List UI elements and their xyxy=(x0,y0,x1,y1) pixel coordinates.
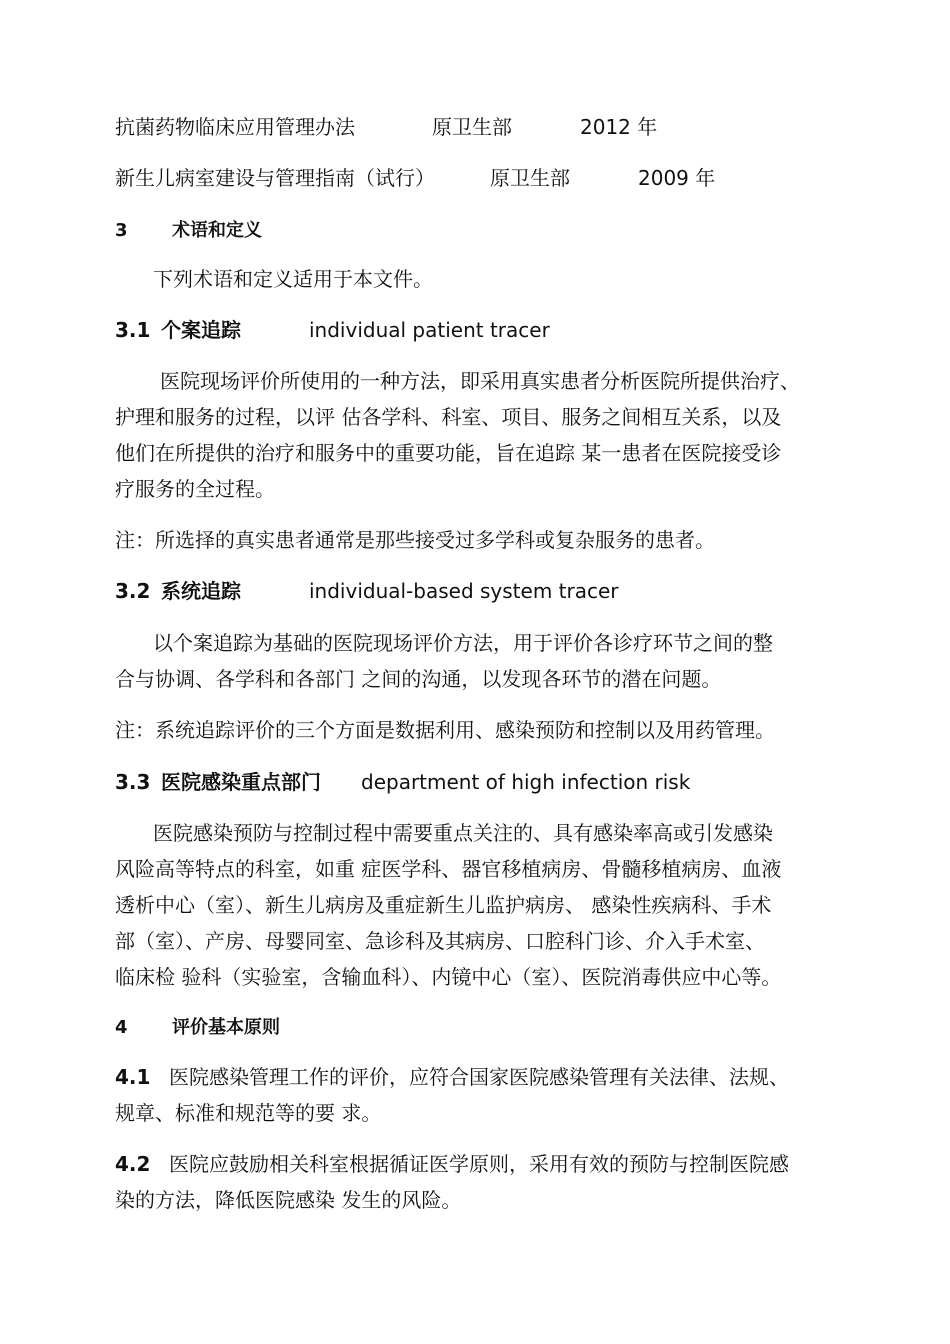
principle-item xyxy=(115,1149,789,1179)
term-number: 3.3 xyxy=(115,770,151,794)
section-heading xyxy=(115,1013,280,1043)
principle-text: 医院感染管理工作的评价，应符合国家医院感染管理有关法律、法规、 xyxy=(169,1065,789,1089)
term-cn: 个案追踪 xyxy=(161,318,241,342)
principle-text: 规章、标准和规范等的要 求。 xyxy=(115,1101,382,1125)
term-body-line: 疗服务的全过程。 xyxy=(115,477,275,501)
section-number: 3 xyxy=(115,220,128,241)
term-body-line: 透析中心（室）、新生儿病房及重症新生儿监护病房、 感染性疾病科、手术 xyxy=(115,893,772,917)
term-body-line: 合与协调、各学科和各部门 之间的沟通，以发现各环节的潜在问题。 xyxy=(115,667,722,691)
section-title: 术语和定义 xyxy=(172,220,262,241)
section-title: 评价基本原则 xyxy=(172,1017,280,1038)
term-body-line: 医院现场评价所使用的一种方法，即采用真实患者分析医院所提供治疗、 xyxy=(160,369,800,393)
reference-year: 2012 年 xyxy=(580,115,658,139)
term-number: 3.1 xyxy=(115,318,151,342)
principle-item xyxy=(115,1062,789,1092)
principle-text: 染的方法，降低医院感染 发生的风险。 xyxy=(115,1188,462,1212)
term-body-line: 临床检 验科（实验室，含输血科）、内镜中心（室）、医院消毒供应中心等。 xyxy=(115,965,782,989)
term-body-line: 护理和服务的过程，以评 估各学科、科室、项目、服务之间相互关系，以及 xyxy=(115,405,782,429)
term-heading xyxy=(115,767,690,797)
term-body-line: 医院感染预防与控制过程中需要重点关注的、具有感染率高或引发感染 xyxy=(153,821,773,845)
reference-row xyxy=(115,163,715,193)
term-en: individual patient tracer xyxy=(309,318,550,342)
reference-issuer: 原卫生部 xyxy=(432,115,512,139)
reference-issuer: 原卫生部 xyxy=(490,166,570,190)
section-heading xyxy=(115,216,262,246)
term-note: 注：系统追踪评价的三个方面是数据利用、感染预防和控制以及用药管理。 xyxy=(115,718,775,742)
section-intro: 下列术语和定义适用于本文件。 xyxy=(153,267,433,291)
principle-number: 4.2 xyxy=(115,1152,151,1176)
term-cn: 系统追踪 xyxy=(161,579,241,603)
term-body-line: 部（室）、产房、母婴同室、急诊科及其病房、口腔科门诊、介入手术室、 xyxy=(115,929,765,953)
term-en: department of high infection risk xyxy=(361,770,691,794)
principle-text: 医院应鼓励相关科室根据循证医学原则，采用有效的预防与控制医院感 xyxy=(169,1152,789,1176)
term-cn: 医院感染重点部门 xyxy=(161,770,321,794)
reference-title: 新生儿病室建设与管理指南（试行） xyxy=(115,166,435,190)
reference-title: 抗菌药物临床应用管理办法 xyxy=(115,115,355,139)
term-body-line: 风险高等特点的科室，如重 症医学科、器官移植病房、骨髓移植病房、血液 xyxy=(115,857,782,881)
term-body-line: 以个案追踪为基础的医院现场评价方法，用于评价各诊疗环节之间的整 xyxy=(153,631,773,655)
term-number: 3.2 xyxy=(115,579,151,603)
term-en: individual-based system tracer xyxy=(309,579,619,603)
reference-year: 2009 年 xyxy=(638,166,716,190)
term-body-line: 他们在所提供的治疗和服务中的重要功能，旨在追踪 某一患者在医院接受诊 xyxy=(115,441,782,465)
term-heading xyxy=(115,315,550,345)
term-heading xyxy=(115,576,619,606)
principle-number: 4.1 xyxy=(115,1065,151,1089)
reference-row xyxy=(115,112,657,142)
section-number: 4 xyxy=(115,1017,128,1038)
term-note: 注：所选择的真实患者通常是那些接受过多学科或复杂服务的患者。 xyxy=(115,528,715,552)
